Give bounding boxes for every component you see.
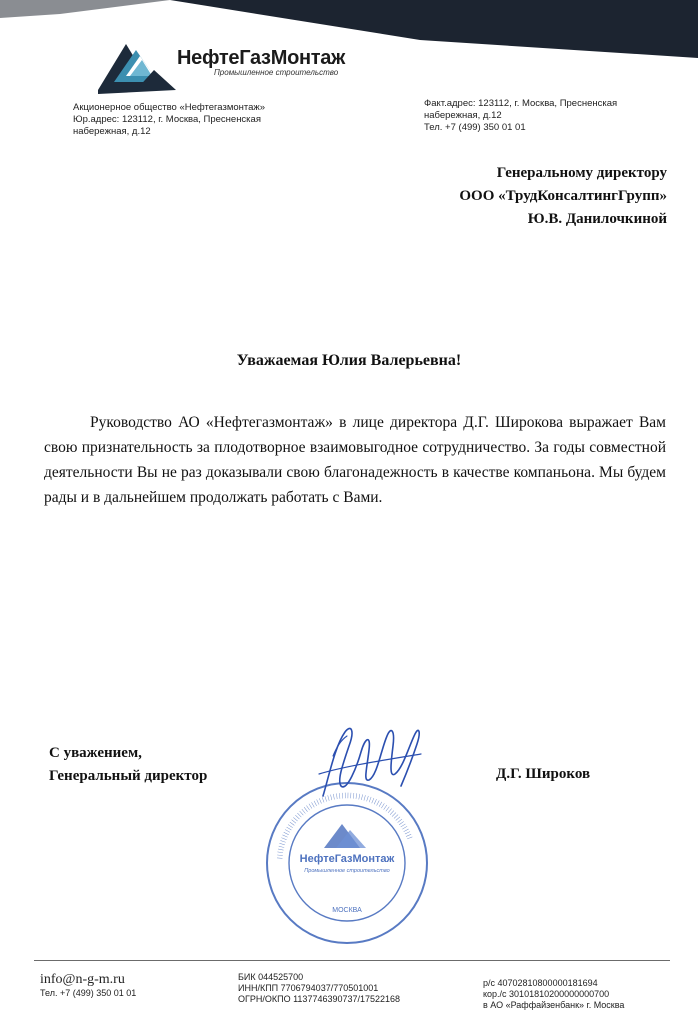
closing-regards: С уважением, <box>49 745 142 761</box>
actual-address <box>424 98 654 134</box>
footer-bank-ids <box>238 972 400 1005</box>
stamp-tagline: Промышленное строительство <box>304 868 390 874</box>
actual-address-line: набережная, д.12 <box>424 110 502 121</box>
footer-inn: ИНН/КПП 7706794037/770501001 <box>238 983 379 993</box>
brand-name: НефтеГазМонтаж <box>177 47 345 69</box>
footer-bik: БИК 044525700 <box>238 972 304 982</box>
footer-accounts <box>483 978 624 1011</box>
signer-name: Д.Г. Широков <box>496 766 591 782</box>
footer-ogrn: ОГРН/ОКПО 1137746390737/17522168 <box>238 994 401 1004</box>
svg-text:||||||||||||||||||||||||||||||: ||||||||||||||||||||||||||||||||||||||||||||||||||||||||||||||||| <box>277 792 413 860</box>
handwritten-signature-icon <box>315 716 425 811</box>
legal-address-line: Акционерное общество «Нефтегазмонтаж» <box>73 102 266 113</box>
legal-address <box>73 102 303 138</box>
actual-address-line: Тел. +7 (499) 350 01 01 <box>424 122 526 133</box>
footer-email: info@n-g-m.ru <box>40 972 125 987</box>
recipient-title: Генеральному директору <box>496 165 667 181</box>
footer-phone: Тел. +7 (499) 350 01 01 <box>40 988 137 998</box>
footer-divider <box>34 960 670 961</box>
recipient-company: ООО «ТрудКонсалтингГрупп» <box>459 188 667 204</box>
closing-block <box>49 742 207 788</box>
stamp-name: НефтеГазМонтаж <box>299 853 395 865</box>
footer-account: р/с 40702810800000181694 <box>483 978 598 988</box>
recipient-name: Ю.В. Данилочкиной <box>527 211 667 227</box>
footer-corr-account: кор./с 30101810200000000700 <box>483 989 610 999</box>
recipient-block <box>459 162 667 231</box>
letter-body: Руководство АО «Нефтегазмонтаж» в лице директора Д.Г. Широкова выражает Вам свою признательность за плодотворное взаимовыгодное сотрудничество. За годы совместной деятельности Вы не раз доказывали свою благонадежность в качестве компаньона. Мы будем рады и в дальнейшем продолжать работать с Вами. <box>44 414 666 506</box>
footer-bank-name: в АО «Раффайзенбанк» г. Москва <box>483 1000 625 1010</box>
closing-position: Генеральный директор <box>49 768 208 784</box>
actual-address-line: Факт.адрес: 123112, г. Москва, Пресненская <box>424 98 618 109</box>
footer-contacts <box>40 972 136 999</box>
brand-tagline: Промышленное строительство <box>214 68 339 77</box>
stamp-city: МОСКВА <box>332 907 362 914</box>
legal-address-line: набережная, д.12 <box>73 126 151 137</box>
legal-address-line: Юр.адрес: 123112, г. Москва, Пресненская <box>73 114 261 125</box>
salutation: Уважаемая Юлия Валерьевна! <box>236 352 462 369</box>
